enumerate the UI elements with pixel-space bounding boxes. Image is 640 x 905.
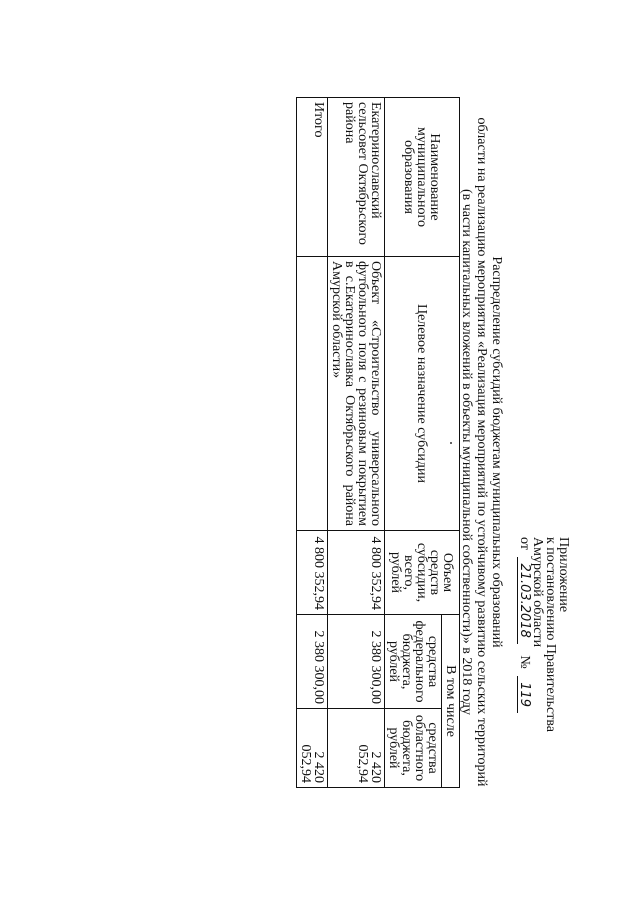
table-row (328, 98, 385, 788)
title-line-3: (в части капитальных вложений в объекты муниципальной собственности)» в 2018 году (459, 188, 474, 716)
appendix-line-3: Амурской области (530, 537, 545, 648)
header-federal: средства федерального бюджета, рублей (385, 615, 442, 709)
totals-regional: 2 420 052,94 (297, 709, 328, 788)
appendix-line-2: к постановлению Правительства (543, 537, 558, 733)
totals-total: 4 800 352,94 (297, 531, 328, 615)
row-purpose: Объект «Строительство универсального футбольного поля с резиновым покрытием в с.Екатеринославка Октябрьского района Амурской области» (328, 257, 385, 531)
date-prefix: от (517, 537, 532, 550)
row-regional: 2 420 052,94 (328, 709, 385, 788)
appendix-block (517, 537, 570, 732)
totals-purpose-empty (297, 257, 328, 531)
header-name: Наименование муниципального образования (385, 98, 460, 257)
handwritten-number: 119 (517, 676, 531, 713)
number-prefix: № (517, 655, 532, 669)
subsidy-table (296, 97, 460, 788)
row-name: Екатеринославский сельсовет Октябрьского района (328, 98, 385, 257)
scan-speck (450, 442, 452, 444)
totals-row (297, 98, 328, 788)
header-total: Объем средств субсидии, всего, рублей (385, 531, 460, 615)
appendix-date-line (517, 537, 531, 732)
row-federal: 2 380 300,00 (328, 615, 385, 709)
header-in-that-number: В том числе (442, 615, 460, 788)
header-regional: средства областного бюджета, рублей (385, 709, 442, 788)
appendix-line-1: Приложение (556, 537, 571, 613)
handwritten-date: 21.03.2018 (517, 557, 531, 643)
totals-federal: 2 380 300,00 (297, 615, 328, 709)
title-line-2: области на реализацию мероприятия «Реализация мероприятий по устойчивому развитию сельских территорий (474, 117, 489, 787)
totals-label: Итого (297, 98, 328, 257)
row-total: 4 800 352,94 (328, 531, 385, 615)
header-purpose: Целевое назначение субсидии (385, 257, 460, 531)
document-page (140, 62, 570, 842)
title-line-1: Распределение субсидий бюджетам муниципальных образований (489, 256, 504, 648)
